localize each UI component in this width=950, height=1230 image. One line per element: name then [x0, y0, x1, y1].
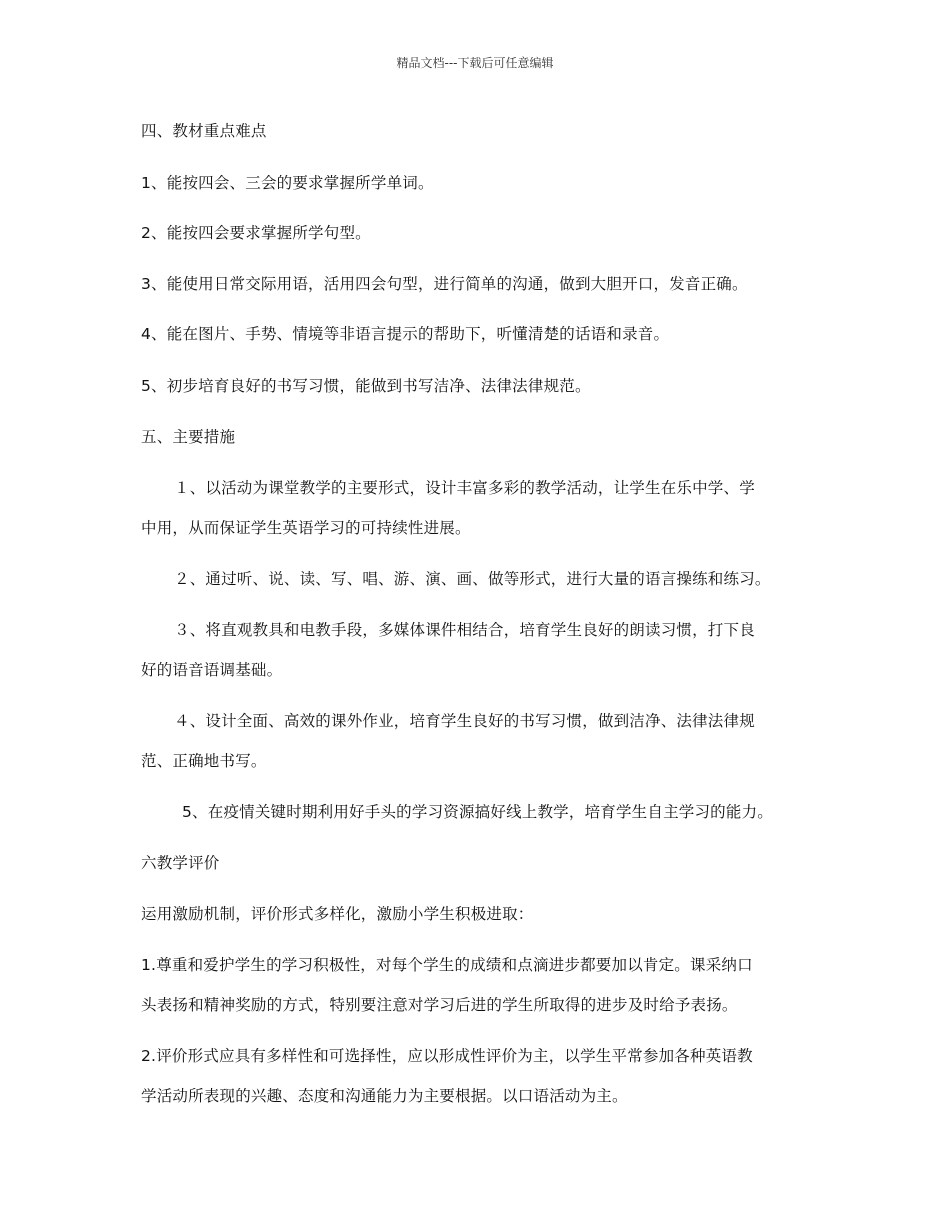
measure-3-line-2: 好的语音语调基础。	[141, 661, 283, 679]
section-4-title: 四、教材重点难点	[141, 122, 267, 140]
measure-3-line-1: ３、将直观教具和电教手段，多媒体课件相结合，培育学生良好的朗读习惯，打下良	[174, 621, 755, 639]
evaluation-1-line-2: 头表扬和精神奖励的方式，特别要注意对学习后进的学生所取得的进步及时给予表扬。	[141, 996, 738, 1014]
page-header: 精品文档---下载后可任意编辑	[396, 56, 554, 70]
evaluation-2-line-1: 2.评价形式应具有多样性和可选择性，应以形成性评价为主，以学生平常参加各种英语教	[141, 1047, 753, 1065]
section-6-intro: 运用激励机制，评价形式多样化，激励小学生积极进取：	[141, 905, 534, 923]
section-5-title: 五、主要措施	[141, 428, 236, 446]
measure-1-line-1: １、以活动为课堂教学的主要形式，设计丰富多彩的教学活动，让学生在乐中学、学	[174, 479, 755, 497]
evaluation-1-line-1: 1.尊重和爱护学生的学习积极性，对每个学生的成绩和点滴进步都要加以肯定。课采纳口	[141, 956, 753, 974]
section-4-item-5: 5、初步培育良好的书写习惯，能做到书写洁净、法律法律规范。	[141, 377, 591, 395]
section-4-item-2: 2、能按四会要求掌握所学句型。	[141, 224, 371, 242]
measure-4-line-1: ４、设计全面、高效的课外作业，培育学生良好的书写习惯，做到洁净、法律法律规	[174, 712, 755, 730]
section-4-item-3: 3、能使用日常交际用语，活用四会句型，进行简单的沟通，做到大胆开口，发音正确。	[141, 275, 748, 293]
measure-4-line-2: 范、正确地书写。	[141, 752, 267, 770]
measure-5-line-1: 5、在疫情关键时期利用好手头的学习资源搞好线上教学，培育学生自主学习的能力。	[182, 803, 773, 821]
section-6-title: 六教学评价	[141, 854, 220, 872]
measure-2-line-1: ２、通过听、说、读、写、唱、游、演、画、做等形式，进行大量的语言操练和练习。	[174, 570, 771, 588]
measure-1-line-2: 中用，从而保证学生英语学习的可持续性进展。	[141, 519, 471, 537]
section-4-item-4: 4、能在图片、手势、情境等非语言提示的帮助下，听懂清楚的话语和录音。	[141, 325, 670, 343]
section-4-item-1: 1、能按四会、三会的要求掌握所学单词。	[141, 174, 434, 192]
evaluation-2-line-2: 学活动所表现的兴趣、态度和沟通能力为主要根据。以口语活动为主。	[141, 1087, 628, 1105]
